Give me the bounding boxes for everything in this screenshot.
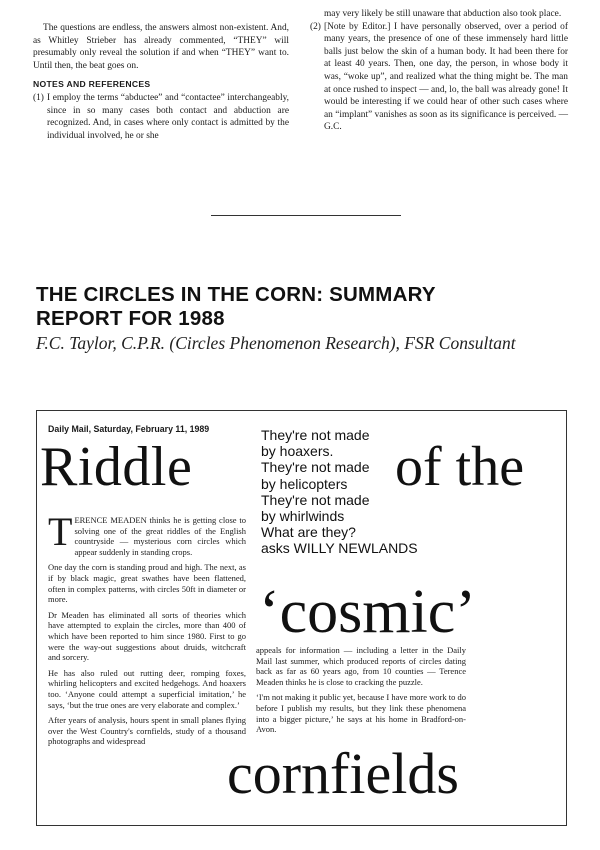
quote-line: They're not made xyxy=(261,459,370,476)
newspaper-clipping xyxy=(36,410,567,826)
top-right-column xyxy=(310,8,568,134)
quote-line: What are they? xyxy=(261,524,356,541)
article-title xyxy=(36,283,576,331)
article-byline: F.C. Taylor, C.P.R. (Circles Phenomenon Research), FSR Consultant xyxy=(36,333,516,353)
column-1-paragraph: One day the corn is standing proud and high. The next, as if by black magic, great swathes have been flattened, often in complex patterns, with circles 50ft in diameter or more. xyxy=(48,562,246,605)
quote-line: by whirlwinds xyxy=(261,508,345,525)
quote-author: asks WILLY NEWLANDS xyxy=(261,540,418,557)
note-2-number: (2) xyxy=(310,21,321,32)
headline-cornfields: cornfields xyxy=(227,741,459,806)
note-1-number: (1) xyxy=(33,92,44,103)
section-divider xyxy=(211,215,401,216)
column-2-paragraph: ‘I'm not making it public yet, because I have more work to do before I publish my results, but they link these phenomena into a bigger picture,’ he says at his home in Bradford-on-Avon. xyxy=(256,692,466,735)
clipping-date: Daily Mail, Saturday, February 11, 1989 xyxy=(48,424,210,434)
note-1 xyxy=(33,92,289,142)
note-2 xyxy=(310,21,568,134)
closing-paragraph: The questions are endless, the answers almost non-existent. And, as Whitley Strieber has already commented, “THEY” will presumably only reveal the solution if and when “THEY” want to. Until then, the beat goes on. xyxy=(33,23,289,71)
note-2-text: [Note by Editor.] I have personally observed, over a period of many years, the presence of one of these immensely hard little balls just below the skin of a human body. It had been there for at least 40 years. Then, one day, the person, in whose body it was, “woke up”, and realized what the thing might be. The man at once rushed to inspect — and, lo, the ball was already gone! It would be interesting if we could hear of other such cases where an “implant” vanishes as soon as its significance is perceived. — G.C. xyxy=(324,21,568,133)
article-column-2 xyxy=(256,645,466,740)
headline-riddle: Riddle xyxy=(40,436,193,498)
quote-line: They're not made xyxy=(261,427,370,443)
quote-line: They're not made xyxy=(261,491,370,508)
note-1-continuation: may very likely be still unaware that abduction also took place. xyxy=(324,9,562,19)
column-1-lead-text: ERENCE MEADEN thinks he is getting close to solving one of the great riddles of the English countryside — mysterious corn circles which appear suddenly in standing crops. xyxy=(74,515,246,557)
column-1-paragraph: After years of analysis, hours spent in small planes flying over the West Country's cornfields, study of a thousand photographs and widespread xyxy=(48,715,246,747)
column-2-paragraph: appeals for information — including a letter in the Daily Mail last summer, which produced reports of circles dating back as far as 60 years ago, from 10 counties — Terence Meaden thinks he is close to cracking the puzzle. xyxy=(256,645,466,687)
notes-heading: NOTES AND REFERENCES xyxy=(33,79,151,90)
quote-line: by hoaxers. xyxy=(261,443,334,460)
quote-line-author xyxy=(261,540,451,556)
column-1-lead xyxy=(48,509,246,557)
headline-of-the: of the xyxy=(395,436,525,498)
note-1-text: I employ the terms “abductee” and “contactee” interchangeably, since in so many cases both contact and abduction are recognized. And, in cases where only contact is admitted by the individual involved, he or she xyxy=(47,92,289,141)
article-column-1 xyxy=(48,509,246,752)
headline-cosmic: ‘cosmic’ xyxy=(259,578,476,646)
column-1-paragraph: He has also ruled out rutting deer, romping foxes, whirling helicopters and excited hedgehogs. And hoaxers too. ‘Anyone could attempt a superficial imitation,’ he says, ‘but the true ones are very elaborate and complex.’ xyxy=(48,667,246,710)
top-left-column xyxy=(33,22,289,142)
column-1-paragraph: Dr Meaden has eliminated all sorts of theories which have attempted to explain the circles, more than 400 of which have been reported to him since 1980. First to go were the way-out suggestions about druids, witchcraft and sorcery. xyxy=(48,609,246,663)
quote-line: by helicopters xyxy=(261,475,348,492)
article-title-line-1: THE CIRCLES IN THE CORN: SUMMARY xyxy=(36,283,436,306)
article-title-line-2: REPORT FOR 1988 xyxy=(36,307,225,330)
drop-cap: T xyxy=(48,509,73,554)
